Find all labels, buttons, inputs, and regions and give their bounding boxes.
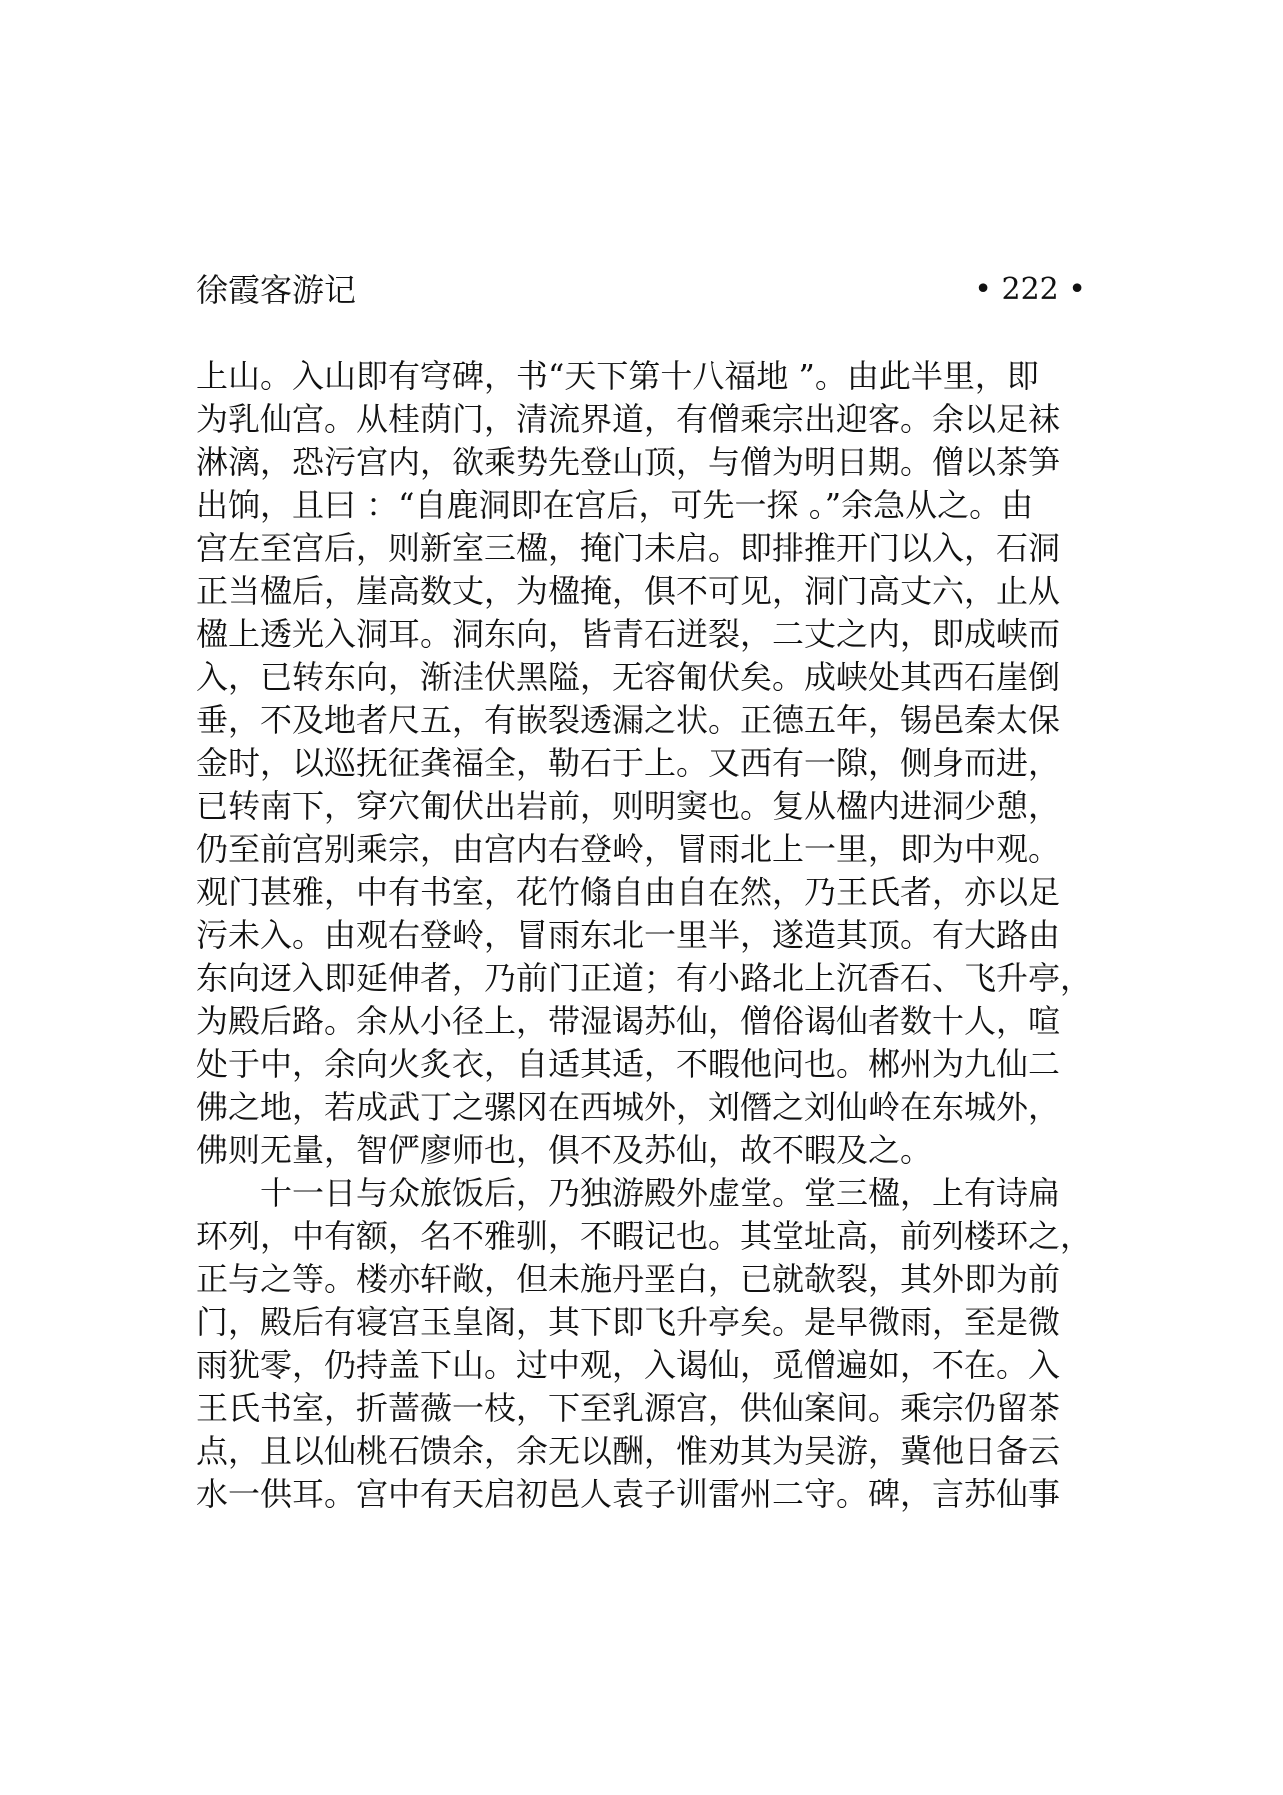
text-line: 点，且以仙桃石馈余，余无以酬，惟劝其为吴游，冀他日备云 (196, 1432, 1061, 1470)
text-line: 为殿后路。余从小径上，带湿谒苏仙，僧俗谒仙者数十人，喧 (196, 1002, 1061, 1040)
text-line: 上山。入山即有穹碑，书“天下第十八福地 ”。由此半里，即 (196, 357, 1039, 395)
text-line: 雨犹零，仍持盖下山。过中观，入谒仙，觅僧遍如，不在。入 (196, 1346, 1061, 1384)
page-header (196, 268, 1086, 312)
text-line: 正当楹后，崖高数丈，为楹掩，俱不可见，洞门高丈六，止从 (196, 572, 1061, 610)
text-line: 佛之地，若成武丁之骡冈在西城外，刘僭之刘仙岭在东城外， (196, 1088, 1061, 1126)
text-line: 佛则无量，智俨廖师也，俱不及苏仙，故不暇及之。 (196, 1131, 933, 1169)
text-line: 仍至前宫别乘宗，由宫内右登岭，冒雨北上一里，即为中观。 (196, 830, 1061, 868)
text-line: 门，殿后有寝宫玉皇阁，其下即飞升亭矣。是早微雨，至是微 (196, 1303, 1061, 1341)
paragraph-start-line: 十一日与众旅饭后，乃独游殿外虚堂。堂三楹，上有诗扁 (260, 1174, 1061, 1212)
text-line: 东向迓入即延伸者，乃前门正道；有小路北上沉香石、飞升亭， (196, 959, 1093, 997)
text-line: 观门甚雅，中有书室，花竹翛自由自在然，乃王氏者，亦以足 (196, 873, 1061, 911)
text-line: 污未入。由观右登岭，冒雨东北一里半，遂造其顶。有大路由 (196, 916, 1061, 954)
text-line: 楹上透光入洞耳。洞东向，皆青石迸裂，二丈之内，即成峡而 (196, 615, 1061, 653)
text-line: 处于中，余向火炙衣，自适其适，不暇他问也。郴州为九仙二 (196, 1045, 1061, 1083)
text-line: 王氏书室，折蔷薇一枝，下至乳源宫，供仙案间。乘宗仍留茶 (196, 1389, 1061, 1427)
text-line: 入，已转东向，渐洼伏黑隘，无容匍伏矣。成峡处其西石崖倒 (196, 658, 1061, 696)
page-number: • 222 • (974, 272, 1086, 307)
text-line: 环列，中有额，名不雅驯，不暇记也。其堂址高，前列楼环之， (196, 1217, 1093, 1255)
text-line: 淋漓，恐污宫内，欲乘势先登山顶，与僧为明日期。僧以茶笋 (196, 443, 1061, 481)
text-line: 宫左至宫后，则新室三楹，掩门未启。即排推开门以入，石洞 (196, 529, 1061, 567)
text-line: 已转南下，穿穴匍伏出岩前，则明窦也。复从楹内进洞少憩， (196, 787, 1061, 825)
text-line: 水一供耳。宫中有天启初邑人袁子训雷州二守。碑，言苏仙事 (196, 1475, 1061, 1513)
text-line: 垂，不及地者尺五，有嵌裂透漏之状。正德五年，锡邑秦太保 (196, 701, 1061, 739)
text-line: 为乳仙宫。从桂荫门，清流界道，有僧乘宗出迎客。余以足袜 (196, 400, 1061, 438)
book-title: 徐霞客游记 (196, 271, 357, 309)
text-line: 出饷，且曰 ：“自鹿洞即在宫后，可先一探 。”余急从之。由 (196, 486, 1034, 524)
text-line: 正与之等。楼亦轩敞，但未施丹垩白，已就欹裂，其外即为前 (196, 1260, 1061, 1298)
text-line: 金时，以巡抚征龚福全，勒石于上。又西有一隙，侧身而进， (196, 744, 1061, 782)
